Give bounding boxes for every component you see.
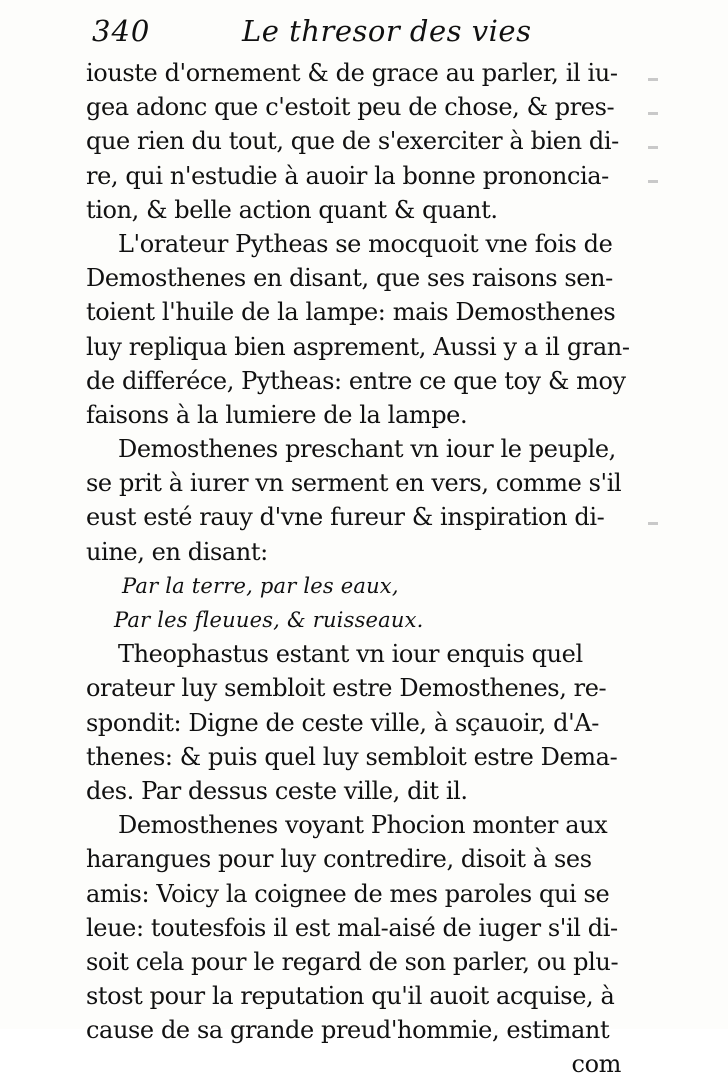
page-header xyxy=(92,14,632,54)
text-line: luy repliqua bien asprement, Aussi y a il gran- xyxy=(86,332,630,361)
text-line: orateur luy sembloit estre Demosthenes, re- xyxy=(86,674,607,703)
margin-smudge xyxy=(648,112,658,115)
verse-line: Par la terre, par les eaux, xyxy=(122,573,399,598)
paragraph-start-line: Demosthenes voyant Phocion monter aux xyxy=(118,811,608,840)
text-line: gea adonc que c'estoit peu de chose, & pres- xyxy=(86,93,615,122)
text-line: des. Par dessus ceste ville, dit il. xyxy=(86,776,468,805)
text-line: harangues pour luy contredire, disoit à ses xyxy=(86,845,592,874)
page-number: 340 xyxy=(92,14,151,48)
text-line: spondit: Digne de ceste ville, à sçauoir, d'A- xyxy=(86,708,599,737)
text-line: uine, en disant: xyxy=(86,537,268,566)
text-line: soit cela pour le regard de son parler, ou plu- xyxy=(86,947,619,976)
page-body xyxy=(86,56,631,1082)
margin-smudge xyxy=(648,180,658,183)
text-line: thenes: & puis quel luy sembloit estre Dema- xyxy=(86,742,618,771)
paragraph-start-line: L'orateur Pytheas se mocquoit vne fois de xyxy=(118,229,613,258)
text-line: de differéce, Pytheas: entre ce que toy & moy xyxy=(86,366,626,395)
text-line: que rien du tout, que de s'exerciter à bien di- xyxy=(86,127,619,156)
paragraph-start-line: Demosthenes preschant vn iour le peuple, xyxy=(118,435,616,464)
text-line: amis: Voicy la coignee de mes paroles qui se xyxy=(86,879,610,908)
margin-smudge xyxy=(648,78,658,81)
text-line: se prit à iurer vn serment en vers, comme s'il xyxy=(86,469,622,498)
text-line: Demosthenes en disant, que ses raisons sen- xyxy=(86,264,613,293)
text-line: iouste d'ornement & de grace au parler, il iu- xyxy=(86,59,618,87)
text-line: cause de sa grande preud'hommie, estimant xyxy=(86,1016,610,1045)
text-line: toient l'huile de la lampe: mais Demosthenes xyxy=(86,298,616,327)
margin-smudge xyxy=(648,522,658,525)
catchword: com xyxy=(571,1050,621,1079)
paragraph-start-line: Theophastus estant vn iour enquis quel xyxy=(118,640,583,669)
text-line: tion, & belle action quant & quant. xyxy=(86,195,498,224)
running-title: Le thresor des vies xyxy=(242,14,532,48)
verse-line: Par les fleuues, & ruisseaux. xyxy=(114,608,424,632)
text-line: re, qui n'estudie à auoir la bonne prononcia- xyxy=(86,161,609,190)
text-line: eust esté rauy d'vne fureur & inspiration di- xyxy=(86,503,605,532)
text-line: stost pour la reputation qu'il auoit acquise, à xyxy=(86,982,615,1011)
text-line: leue: toutesfois il est mal-aisé de iuger s'il di- xyxy=(86,913,618,942)
text-line: faisons à la lumiere de la lampe. xyxy=(86,400,468,429)
margin-smudge xyxy=(648,146,658,149)
